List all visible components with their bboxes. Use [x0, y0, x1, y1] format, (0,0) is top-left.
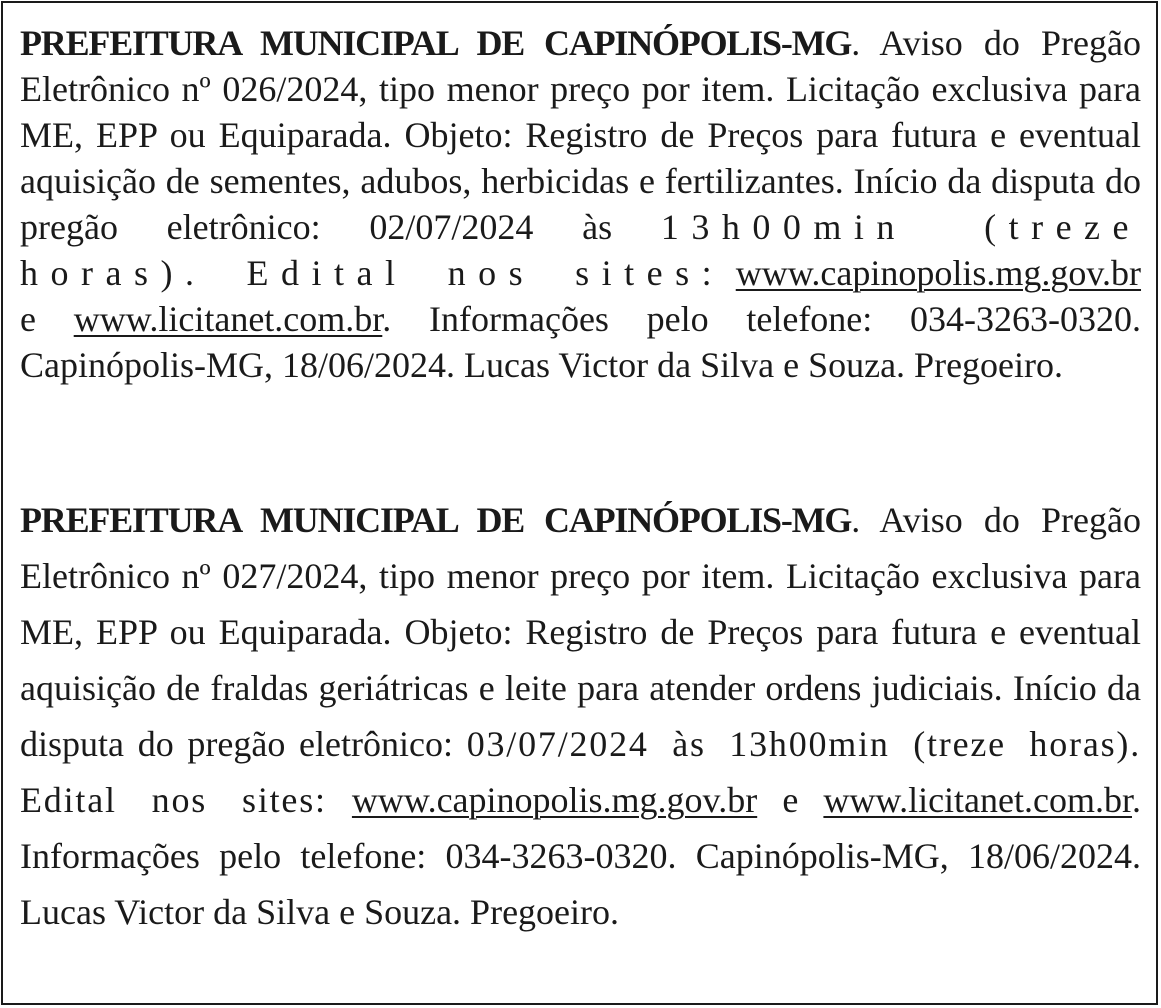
notice-time: 03/07/2024 às 13h00min (treze horas). Edital nos sites: — [20, 724, 1141, 820]
notice-connector: e — [757, 780, 824, 820]
link-capinopolis[interactable]: www.capinopolis.mg.gov.br — [735, 253, 1142, 293]
link-licitanet[interactable]: www.licitanet.com.br — [73, 299, 383, 339]
notice-closing: . Informações pelo telefone: 034-3263-0320. Capinópolis-MG, 18/06/2024. Lucas Victor da Silva e Souza. Pregoeiro. — [20, 780, 1141, 932]
notice-heading: PREFEITURA MUNICIPAL DE CAPINÓPOLIS-MG — [20, 500, 852, 540]
notice-intro: . Aviso do Pregão Eletrônico nº 026/2024, tipo menor preço por item. Licitação exclusiva para ME, EPP ou Equiparada. Objeto: Registro de Preços para futura e eventual aquisição de sementes, adubos, herbicidas e fertilizantes. Início da disputa do pregão eletrônico: 02/07/2024 às — [20, 23, 1141, 247]
notice-intro: . Aviso do Pregão Eletrônico nº 027/2024, tipo menor preço por item. Licitação exclusiva para ME, EPP ou Equiparada. Objeto: Registro de Preços para futura e eventual aquisição de fraldas geriátricas e leite para atender ordens judiciais. Início da disputa do pregão eletrônico: — [20, 500, 1141, 764]
notice-connector: e — [20, 299, 74, 339]
link-capinopolis[interactable]: www.capinopolis.mg.gov.br — [351, 780, 758, 820]
notice-closing: . Informações pelo telefone: 034-3263-0320. Capinópolis-MG, 18/06/2024. Lucas Victor da Silva e Souza. Pregoeiro. — [20, 299, 1141, 385]
notice-heading: PREFEITURA MUNICIPAL DE CAPINÓPOLIS-MG — [20, 23, 852, 63]
link-licitanet[interactable]: www.licitanet.com.br — [823, 780, 1132, 820]
notice-027 — [20, 492, 1141, 940]
notice-time: 13h00min (treze horas). Edital nos sites: — [20, 207, 1142, 293]
notice-026 — [20, 20, 1141, 388]
